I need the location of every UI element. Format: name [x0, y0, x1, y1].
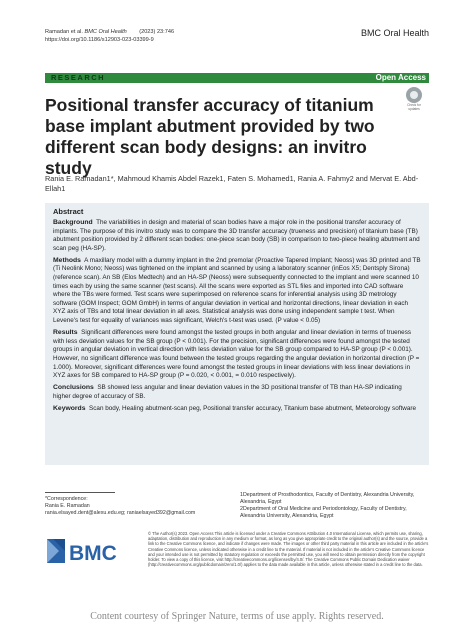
- open-access-label: Open Access: [375, 73, 426, 82]
- footnote-rule: [45, 492, 115, 493]
- bmc-logo-graphic: [45, 533, 135, 569]
- methods-label: Methods: [53, 256, 81, 264]
- courtesy-notice: Content courtesy of Springer Nature, terms of use apply. Rights reserved.: [90, 611, 384, 622]
- keywords-label: Keywords: [53, 404, 86, 412]
- background-text: The variabilities in design and material of scan bodies have a major role in the positional transfer accuracy of implants. The purpose of this invitro study was to compare the 3D transfer accuracy (trueness and precision) of titanium base (TB) abutment position provided by 2 different scan bodies: one-piece scan body (SB) in comparison to two-piece healing abutment and scan peg (HA-SP).: [53, 219, 420, 252]
- license-statement: © The Author(s) 2023. Open Access This article is licensed under a Creative Commons Attribution 4.0 International License, which permits use, sharing, adaptation, distribution and reproduction in any medium or format, as long as you give appropriate credit to the original author(s) and the source, provide a link to the Creative Commons licence, and indicate if changes were made. The images or other third party material in this article are included in the article's Creative Commons licence, unless indicated otherwise in a credit line to the material. If material is not included in the article's Creative Commons licence and your intended use is not permitted by statutory regulation or exceeds the permitted use, you will need to obtain permission directly from the copyright holder. To view a copy of this licence, visit http://creativecommons.org/licenses/by/4.0/. The Creative Commons Public Domain Dedication waiver (http://creativecommons.org/publicdomain/zero/1.0/) applies to the data made available in this article, unless otherwise stated in a credit line to the data.: [148, 531, 429, 568]
- affiliation-2: 2Department of Oral Medicine and Periodontology, Faculty of Dentistry, Alexandria University, Alexandria, Egypt: [240, 506, 407, 519]
- affiliations: [240, 492, 430, 520]
- abstract-background: [53, 219, 421, 253]
- background-label: Background: [53, 219, 93, 226]
- header-journal: BMC Oral Health: [84, 29, 127, 35]
- keywords-text: Scan body, Healing abutment-scan peg, Positional transfer accuracy, Titanium base abutment, Meteorology software: [89, 404, 417, 412]
- author-list: Rania E. Ramadan1*, Mahmoud Khamis Abdel Razek1, Faten S. Mohamed1, Rania A. Fahmy2 and Mervat E. Abd-Ellah1: [45, 174, 419, 193]
- bmc-logo-text: BMC: [69, 542, 117, 565]
- results-label: Results: [53, 329, 78, 337]
- article-type-label: RESEARCH: [51, 73, 106, 82]
- abstract-box: [45, 203, 429, 465]
- abstract-heading: Abstract: [53, 207, 84, 216]
- header-year-volume: (2023) 23:746: [139, 29, 175, 35]
- crossmark-caption: Check for updates: [407, 103, 421, 111]
- correspondence-label: *Correspondence:: [45, 496, 88, 502]
- crossmark-icon: [406, 87, 422, 103]
- abstract-conclusions: [53, 384, 421, 401]
- running-header: [45, 28, 174, 44]
- conclusions-text: SB showed less angular and linear deviation values in the 3D positional transfer of TB than HA-SP indicating higher degree of accuracy of SB.: [53, 384, 402, 400]
- abstract-results: [53, 329, 421, 381]
- correspondence-emails[interactable]: rania.elsayed.dent@alexu.edu.eg; raniaelsayed392@gmail.com: [45, 510, 196, 516]
- results-text: Significant differences were found amongst the tested groups in both angular and linear deviation in terms of trueness with less deviation values for the SB group (P < 0.001). For the precision, significant differences were found amongst the tested groups in angular deviation in vertical direction with less deviation value for the SB group compared to HA-SP group (P < 0.001). However, no significant difference was found between the tested groups regarding the angular deviation in horizontal direction (P = 1.000). Moreover, significant differences were found amongst the tested groups in linear deviations with less linear deviations in XYZ axes for SB compared to HA-SP group (P = 0.020, < 0.001, = 0.010 respectively).: [53, 329, 420, 380]
- correspondence-footnote: [45, 492, 230, 517]
- conclusions-label: Conclusions: [53, 384, 94, 392]
- correspondence-name: Rania E. Ramadan: [45, 503, 90, 509]
- affiliation-1: 1Department of Prosthodontics, Faculty of Dentistry, Alexandria University, Alexandria, Egypt: [240, 492, 415, 505]
- article-type-banner: [45, 73, 429, 83]
- check-for-updates-badge[interactable]: [402, 87, 426, 111]
- header-authors: Ramadan et al.: [45, 29, 83, 35]
- bmc-logo: [45, 533, 135, 569]
- journal-name: BMC Oral Health: [360, 28, 429, 38]
- header-doi[interactable]: https://doi.org/10.1186/s12903-023-03399-9: [45, 37, 154, 43]
- article-title: Positional transfer accuracy of titanium base implant abutment provided by two different scan body designs: an invitro study: [45, 95, 375, 178]
- abstract-keywords: [53, 405, 421, 414]
- abstract-methods: [53, 257, 421, 326]
- methods-text: A maxillary model with a dummy implant in the 2nd premolar (Proactive Tapered Implant; Neoss) was 3D printed and TB (Ti Neolink Mono; Neoss) was tightened on the implant and scanned by using a laboratory scanner (inEos X5; Dentsply Sirona) (reference scan). An SB (Elos Medtech) and an HA-SP (Neoss) were subsequently connected to the implant and were scanned 10 times each by using the same scanner (test scans). All the scans were exported as STL files and imported into CAD software where the TBs were formed. Test scans were superimposed on reference scans for inferential analysis using 3D metrology software (GOM Inspect; GOM GmbH) in terms of angular deviation in vertical and horizontal directions, linear deviation in each XYZ axis of TBs and total linear deviation in all axes. Statistical analysis was done using independent sample t test. When Levene's test for equality of variances was significant, Welch's t-test was used. (P value < 0.05): [53, 256, 421, 325]
